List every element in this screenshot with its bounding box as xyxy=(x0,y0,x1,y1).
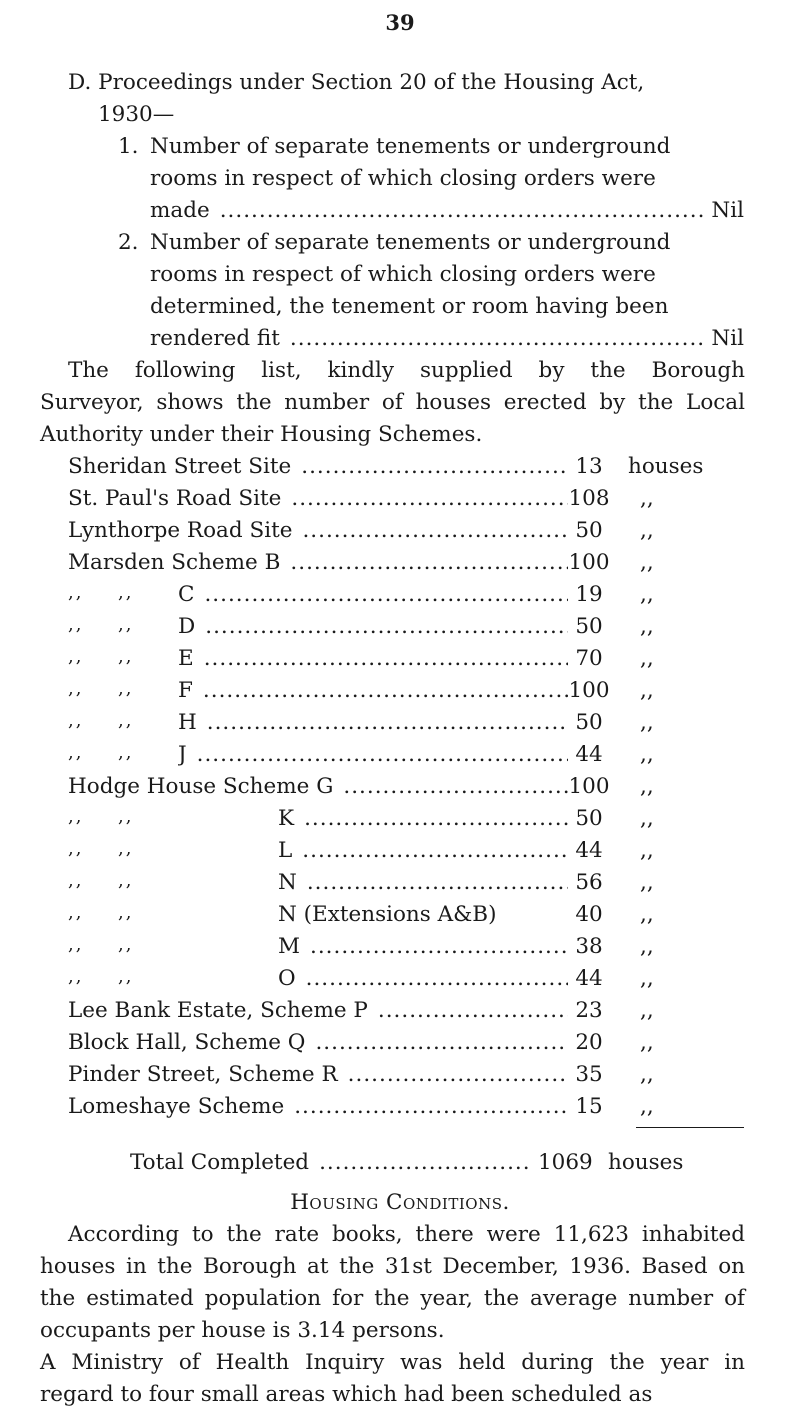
ditto-mark: ,, xyxy=(68,934,84,955)
leader-dots xyxy=(204,584,568,606)
scheme-label: Marsden Scheme B xyxy=(68,552,281,574)
scheme-value: 50 xyxy=(575,806,603,831)
item-2-text: rooms in respect of which closing orders were xyxy=(150,262,656,287)
scheme-unit: ,, xyxy=(640,1062,654,1087)
scheme-row xyxy=(178,712,568,734)
ditto-mark: ,, xyxy=(68,902,84,923)
scheme-row xyxy=(68,1096,568,1118)
ditto-mark: ,, xyxy=(118,742,134,763)
leader-dots xyxy=(294,1096,568,1118)
scheme-label: Block Hall, Scheme Q xyxy=(68,1032,306,1054)
item-1-text: Number of separate tenements or underground xyxy=(150,134,671,159)
scheme-unit: ,, xyxy=(640,1094,654,1119)
scheme-unit: ,, xyxy=(640,870,654,895)
scheme-row xyxy=(68,1032,568,1054)
scheme-row xyxy=(278,968,568,990)
scheme-label: E xyxy=(178,648,194,670)
scheme-unit: ,, xyxy=(640,518,654,543)
ditto-mark: ,, xyxy=(68,582,84,603)
scheme-value: 15 xyxy=(575,1094,603,1119)
scheme-label: J xyxy=(178,744,187,766)
scheme-unit: ,, xyxy=(640,838,654,863)
ditto-mark: ,, xyxy=(118,614,134,635)
leader-dots xyxy=(203,680,568,702)
scheme-value: 35 xyxy=(575,1062,603,1087)
scheme-label: Pinder Street, Scheme R xyxy=(68,1064,338,1086)
scheme-label: L xyxy=(278,840,293,862)
scheme-value: 100 xyxy=(568,678,610,703)
item-2-value: Nil xyxy=(711,328,744,350)
total-row xyxy=(130,1152,530,1174)
scheme-label: D xyxy=(178,616,196,638)
ditto-mark: ,, xyxy=(118,678,134,699)
scheme-value: 100 xyxy=(568,550,610,575)
scheme-unit: ,, xyxy=(640,806,654,831)
scheme-value: 13 xyxy=(575,454,603,479)
paragraph-line: houses in the Borough at the 31st December, 1936. Based on xyxy=(40,1254,745,1279)
ditto-mark: ,, xyxy=(68,742,84,763)
ditto-mark: ,, xyxy=(68,870,84,891)
scheme-label: Lomeshaye Scheme xyxy=(68,1096,285,1118)
scheme-value: 44 xyxy=(575,742,603,767)
scheme-row xyxy=(278,872,568,894)
total-unit: houses xyxy=(608,1150,684,1175)
scheme-row xyxy=(68,456,568,478)
item-2-text: determined, the tenement or room having been xyxy=(150,294,669,319)
scheme-value: 19 xyxy=(575,582,603,607)
scheme-row xyxy=(178,680,568,702)
leader-dots xyxy=(307,872,568,894)
scheme-label: M xyxy=(278,936,301,958)
scheme-row xyxy=(68,776,568,798)
item-1-leader-row xyxy=(150,200,744,222)
ditto-mark: ,, xyxy=(68,966,84,987)
leader-dots xyxy=(306,968,568,990)
scheme-value: 50 xyxy=(575,518,603,543)
ditto-mark: ,, xyxy=(118,710,134,731)
ditto-mark: ,, xyxy=(68,678,84,699)
scheme-label: O xyxy=(278,968,296,990)
leader-dots xyxy=(315,1032,568,1054)
scheme-unit: ,, xyxy=(640,774,654,799)
scheme-value: 50 xyxy=(575,710,603,735)
scheme-unit: ,, xyxy=(640,742,654,767)
scheme-value: 56 xyxy=(575,870,603,895)
scheme-row xyxy=(68,520,568,542)
item-1-text: rooms in respect of which closing orders were xyxy=(150,166,656,191)
scheme-value: 108 xyxy=(568,486,610,511)
section-d-heading-year: 1930— xyxy=(98,102,175,127)
scheme-unit: ,, xyxy=(640,998,654,1023)
ditto-mark: ,, xyxy=(118,870,134,891)
leader-dots xyxy=(220,200,706,222)
scheme-value: 50 xyxy=(575,614,603,639)
scheme-unit: ,, xyxy=(640,646,654,671)
item-2-leader-row xyxy=(150,328,744,350)
ditto-mark: ,, xyxy=(68,646,84,667)
leader-dots xyxy=(205,616,568,638)
paragraph-line: According to the rate books, there were 11,623 inhabited xyxy=(68,1222,745,1247)
paragraph-line: occupants per house is 3.14 persons. xyxy=(40,1318,445,1343)
scheme-value: 23 xyxy=(575,998,603,1023)
leader-dots xyxy=(204,648,568,670)
scheme-label: Lee Bank Estate, Scheme P xyxy=(68,1000,368,1022)
scheme-unit: ,, xyxy=(640,966,654,991)
item-2-text: rendered fit xyxy=(150,328,280,350)
ditto-mark: ,, xyxy=(118,582,134,603)
ditto-mark: ,, xyxy=(68,614,84,635)
scheme-unit: ,, xyxy=(640,614,654,639)
scheme-value: 44 xyxy=(575,838,603,863)
item-1-number: 1. xyxy=(118,134,139,159)
scheme-value: 44 xyxy=(575,966,603,991)
item-1-text: made xyxy=(150,200,210,222)
ditto-mark: ,, xyxy=(118,646,134,667)
total-value: 1069 xyxy=(538,1150,593,1175)
ditto-mark: ,, xyxy=(118,966,134,987)
section-d-heading: D. Proceedings under Section 20 of the Housing Act, xyxy=(68,70,645,95)
scheme-unit: houses xyxy=(628,454,704,479)
leader-dots xyxy=(304,808,568,830)
scheme-unit: ,, xyxy=(640,902,654,927)
scheme-label: C xyxy=(178,584,195,606)
leader-dots xyxy=(291,488,568,510)
scheme-label: Lynthorpe Road Site xyxy=(68,520,293,542)
intro-line: The following list, kindly supplied by the Borough xyxy=(68,358,745,383)
ditto-mark: ,, xyxy=(68,710,84,731)
scheme-unit: ,, xyxy=(640,1030,654,1055)
ditto-mark: ,, xyxy=(118,806,134,827)
scheme-value: 100 xyxy=(568,774,610,799)
ditto-mark: ,, xyxy=(118,838,134,859)
leader-dots xyxy=(207,712,568,734)
intro-line: Surveyor, shows the number of houses erected by the Local xyxy=(40,390,745,415)
scheme-value: 40 xyxy=(575,902,603,927)
scheme-row xyxy=(68,1064,568,1086)
leader-dots xyxy=(348,1064,568,1086)
leader-dots xyxy=(197,744,568,766)
ditto-mark: ,, xyxy=(68,806,84,827)
scheme-row xyxy=(68,552,568,574)
scheme-unit: ,, xyxy=(640,934,654,959)
scheme-value: 38 xyxy=(575,934,603,959)
scheme-label: Hodge House Scheme G xyxy=(68,776,334,798)
scheme-row xyxy=(178,584,568,606)
leader-dots xyxy=(290,552,568,574)
scheme-row xyxy=(68,488,568,510)
scheme-unit: ,, xyxy=(640,486,654,511)
scheme-unit: ,, xyxy=(640,582,654,607)
scheme-label: F xyxy=(178,680,193,702)
leader-dots xyxy=(301,456,568,478)
total-label: Total Completed xyxy=(130,1152,310,1174)
scheme-label: N xyxy=(278,872,297,894)
leader-dots xyxy=(302,840,568,862)
page-number: 39 xyxy=(385,10,415,35)
scheme-unit: ,, xyxy=(640,710,654,735)
scheme-row xyxy=(68,1000,568,1022)
scheme-value: 70 xyxy=(575,646,603,671)
item-2-number: 2. xyxy=(118,230,139,255)
ditto-mark: ,, xyxy=(118,934,134,955)
ditto-mark: ,, xyxy=(68,838,84,859)
item-1-value: Nil xyxy=(711,200,744,222)
scheme-row xyxy=(278,936,568,958)
leader-dots xyxy=(302,520,568,542)
scheme-row xyxy=(178,744,568,766)
scheme-label: Sheridan Street Site xyxy=(68,456,292,478)
leader-dots xyxy=(319,1152,530,1174)
scheme-unit: ,, xyxy=(640,550,654,575)
leader-dots xyxy=(310,936,568,958)
paragraph-line: regard to four small areas which had been scheduled as xyxy=(40,1382,653,1407)
scheme-row xyxy=(278,840,568,862)
leader-dots xyxy=(290,328,706,350)
scheme-label: N (Extensions A&B) xyxy=(278,902,497,927)
scheme-label: H xyxy=(178,712,197,734)
item-2-text: Number of separate tenements or underground xyxy=(150,230,671,255)
scheme-value: 20 xyxy=(575,1030,603,1055)
ditto-mark: ,, xyxy=(118,902,134,923)
paragraph-line: A Ministry of Health Inquiry was held during the year in xyxy=(40,1350,745,1375)
scheme-row xyxy=(178,648,568,670)
intro-line: Authority under their Housing Schemes. xyxy=(40,422,483,447)
leader-dots xyxy=(343,776,568,798)
scheme-row xyxy=(178,616,568,638)
housing-conditions-heading: Housing Conditions. xyxy=(290,1190,510,1215)
leader-dots xyxy=(378,1000,568,1022)
paragraph-line: the estimated population for the year, the average number of xyxy=(40,1286,745,1311)
scheme-label: St. Paul's Road Site xyxy=(68,488,282,510)
scheme-row xyxy=(278,808,568,830)
scheme-label: K xyxy=(278,808,295,830)
total-rule xyxy=(636,1127,744,1128)
scheme-unit: ,, xyxy=(640,678,654,703)
